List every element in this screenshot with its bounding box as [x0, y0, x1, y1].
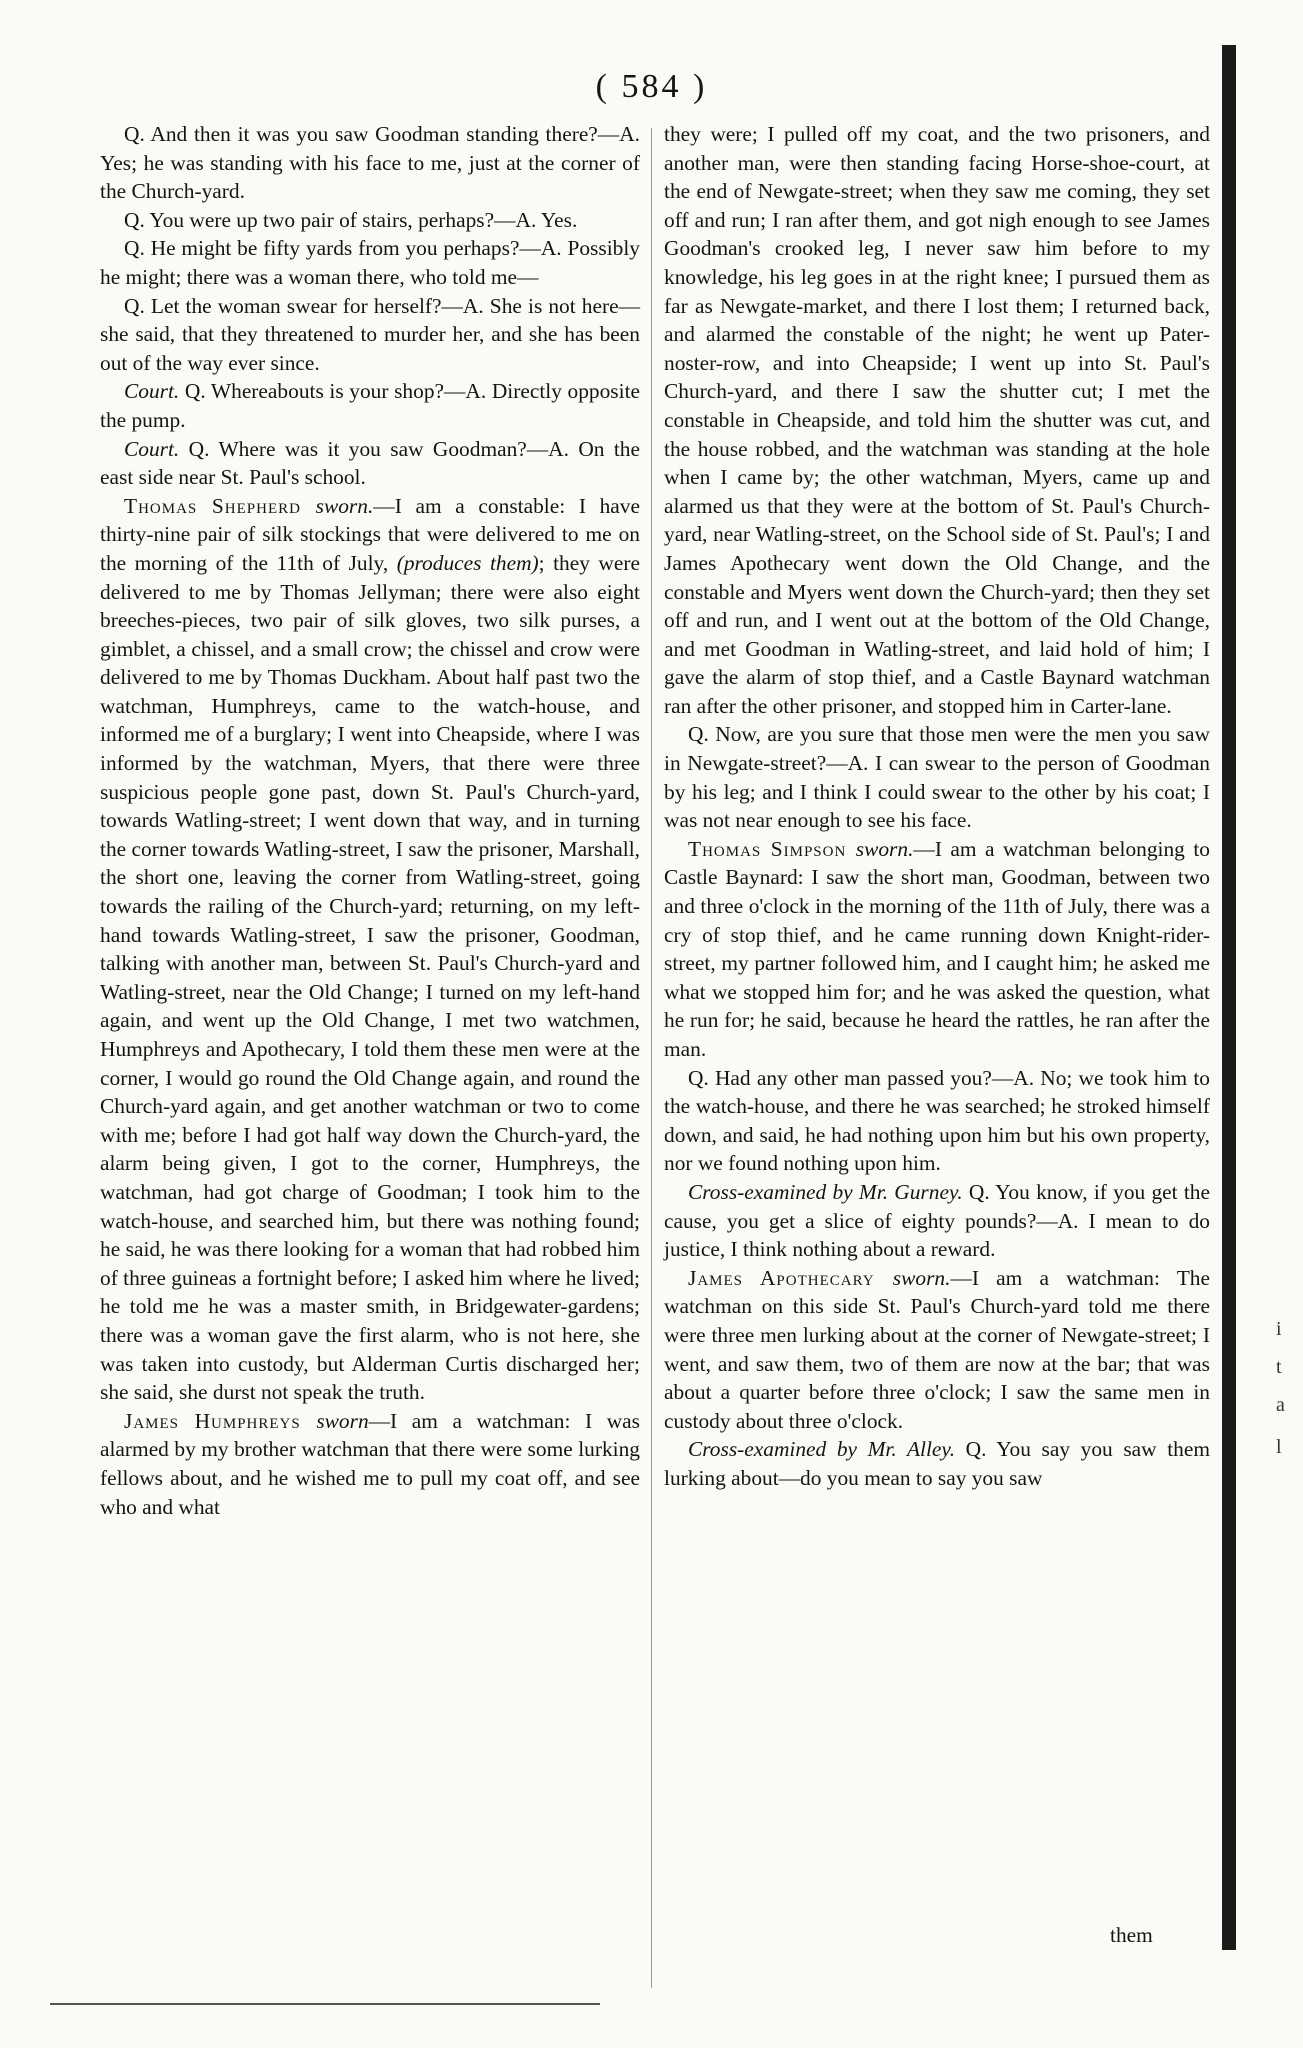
text-run: Q. He might be fifty yards from you perhaps?—A. Possibly he might; there was a woman there, who told me— — [100, 236, 640, 289]
text-run: —I am a watchman: The watchman on this side St. Paul's Church-yard told me there were three men lurking about at the corner of Newgate-street; I went, and saw them, two of them are now at the bar; that was about a quarter before three o'clock; I saw the same men in custody about three o'clock. — [664, 1265, 1210, 1433]
right-paragraph — [664, 1064, 1210, 1178]
gutter-mark: l — [1276, 1436, 1282, 1458]
italic-text: Court. — [124, 436, 189, 461]
right-paragraph — [664, 1264, 1210, 1436]
text-run: ; they were delivered to me by Thomas Jellyman; there were also eight breeches-pieces, two pair of silk gloves, two silk purses, a gimblet, a chissel, and a small crow; the chissel and crow were delivered to me by Thomas Duckham. About half past two the watchman, Humphreys, came to the watch-house, and informed me of a burglary; I went into Cheapside, where I was informed by the watchman, Myers, that there were three suspicious people gone past, down St. Paul's Church-yard, towards Watling-street; I went down that way, and in turning the corner towards Watling-street, I saw the prisoner, Marshall, the short one, leaving the corner from Watling-street, going towards the railing of the Church-yard; returning, on my left-hand towards Watling-street, I saw the prisoner, Goodman, talking with another man, between St. Paul's Church-yard and Watling-street, near the Old Change; I turned on my left-hand again, and went up the Old Change, I met two watchmen, Humphreys and Apothecary, I told them these men were at the corner, I would go round the Old Change again, and round the Church-yard again, and get another watchman or two to come with me; before I had got half way down the Church-yard, the alarm being given, I got to the corner, Humphreys, the watchman, had got charge of Goodman; I took him to the watch-house, and searched him, but there was nothing found; he said, he was there looking for a woman that had robbed him of three guineas a fortnight before; I asked him where he lived; he told me he was a master smith, in Bridgewater-gardens; there was a woman gave the first alarm, who is not here, she was taken into custody, but Alderman Curtis discharged her; she said, she durst not speak the truth. — [100, 550, 640, 1405]
gutter-mark: a — [1276, 1394, 1285, 1416]
italic-text: Court. — [124, 379, 185, 404]
italic-text: (produces them) — [396, 550, 539, 575]
text-run: Q. Where was it you saw Goodman?—A. On the east side near St. Paul's school. — [100, 436, 640, 490]
catchword: them — [1110, 1923, 1153, 1947]
right-paragraph — [664, 720, 1210, 834]
gutter-mark: i — [1276, 1318, 1282, 1340]
text-run: —I am a watchman: I was alarmed by my brother watchman that there were some lurking fellows about, and he wished me to pull my coat off, and see who and what — [100, 1408, 640, 1519]
left-paragraph — [100, 377, 640, 434]
text-run: Q. Let the woman swear for herself?—A. She is not here—she said, that they threatened to murder her, and she has been out of the way ever since. — [100, 293, 640, 375]
bottom-rule — [50, 2003, 600, 2005]
right-paragraph — [664, 120, 1210, 720]
text-run: Q. You say you saw them lurking about—do you mean to say you saw — [664, 1437, 1210, 1490]
left-paragraph — [100, 120, 640, 206]
left-paragraph — [100, 492, 640, 1407]
column-divider — [651, 128, 652, 1988]
italic-text: sworn — [316, 1408, 369, 1433]
witness-name: Thomas Simpson — [688, 836, 856, 861]
witness-name: James Humphreys — [124, 1408, 317, 1433]
italic-text: Cross-examined by Mr. Gurney. — [688, 1179, 969, 1204]
text-run: Q. You know, if you get the cause, you get a slice of eighty pounds?—A. I mean to do justice, I think nothing about a reward. — [664, 1179, 1210, 1262]
left-column — [100, 120, 640, 1521]
text-run: Q. Now, are you sure that those men were the men you saw in Newgate-street?—A. I can swear to the person of Goodman by his leg; and I think I could swear to the other by his coat; I was not near enough to see his face. — [664, 722, 1210, 833]
text-run: Q. You were up two pair of stairs, perhaps?—A. Yes. — [124, 207, 578, 232]
right-paragraph — [664, 835, 1210, 1064]
left-paragraph — [100, 292, 640, 378]
witness-name: James Apothecary — [688, 1265, 893, 1290]
left-paragraph — [100, 1407, 640, 1521]
left-paragraph — [100, 206, 640, 235]
gutter-mark: t — [1276, 1356, 1282, 1378]
italic-text: sworn. — [855, 836, 914, 861]
text-run: —I am a constable: I have thirty-nine pair of silk stockings that were delivered to me on the morning of the 11th of July, — [100, 493, 640, 575]
italic-text: sworn. — [315, 493, 374, 518]
right-paragraph — [664, 1178, 1210, 1264]
text-run: Q. And then it was you saw Goodman standing there?—A. Yes; he was standing with his face to me, just at the corner of the Church-yard. — [100, 122, 640, 204]
italic-text: sworn. — [892, 1265, 951, 1290]
italic-text: Cross-examined by Mr. Alley. — [688, 1437, 966, 1462]
witness-name: Thomas Shepherd — [124, 493, 316, 518]
page-edge-shadow — [1222, 45, 1236, 1950]
left-paragraph — [100, 234, 640, 291]
text-run: Q. Whereabouts is your shop?—A. Directly opposite the pump. — [100, 379, 641, 432]
right-paragraph — [664, 1435, 1210, 1492]
text-run: Q. Had any other man passed you?—A. No; we took him to the watch-house, and there he was searched; he stroked himself down, and said, he had nothing upon him but his own property, nor we found nothing upon him. — [664, 1065, 1210, 1176]
text-run: —I am a watchman belonging to Castle Baynard: I saw the short man, Goodman, between two and three o'clock in the morning of the 11th of July, there was a cry of stop thief, and he came running down Knight-rider-street, my partner followed him, and I caught him; he asked me what we stopped him for; and he was asked the question, what he run for; he said, because he heard the rattles, he ran after the man. — [664, 836, 1210, 1061]
right-column — [664, 120, 1210, 1493]
page-number: ( 584 ) — [595, 68, 708, 105]
left-paragraph — [100, 435, 640, 492]
text-run: they were; I pulled off my coat, and the two prisoners, and another man, were then standing facing Horse-shoe-court, at the end of Newgate-street; when they saw me coming, they set off and run; I ran after them, and got nigh enough to see James Goodman's crooked leg, I never saw him before to my knowledge, his leg goes in at the right knee; I pursued them as far as Newgate-market, and there I lost them; I returned back, and alarmed the constable of the night; he went up Pater-noster-row, and into Cheapside; I went up into St. Paul's Church-yard, and there I saw the shutter cut; I met the constable in Cheapside, and told him the shutter was cut, and the house robbed, and the watchman was standing at the hole when I came by; the other watchman, Myers, came up and alarmed us that they were at the bottom of St. Paul's Church-yard, near Watling-street, on the School side of St. Paul's; I and James Apothecary went down the Old Change, and the constable and Myers went down the Church-yard; then they set off and run, and I went out at the bottom of the Old Change, and met Goodman in Watling-street, and laid hold of him; I gave the alarm of stop thief, and a Castle Baynard watchman ran after the other prisoner, and stopped him in Carter-lane. — [664, 122, 1210, 718]
